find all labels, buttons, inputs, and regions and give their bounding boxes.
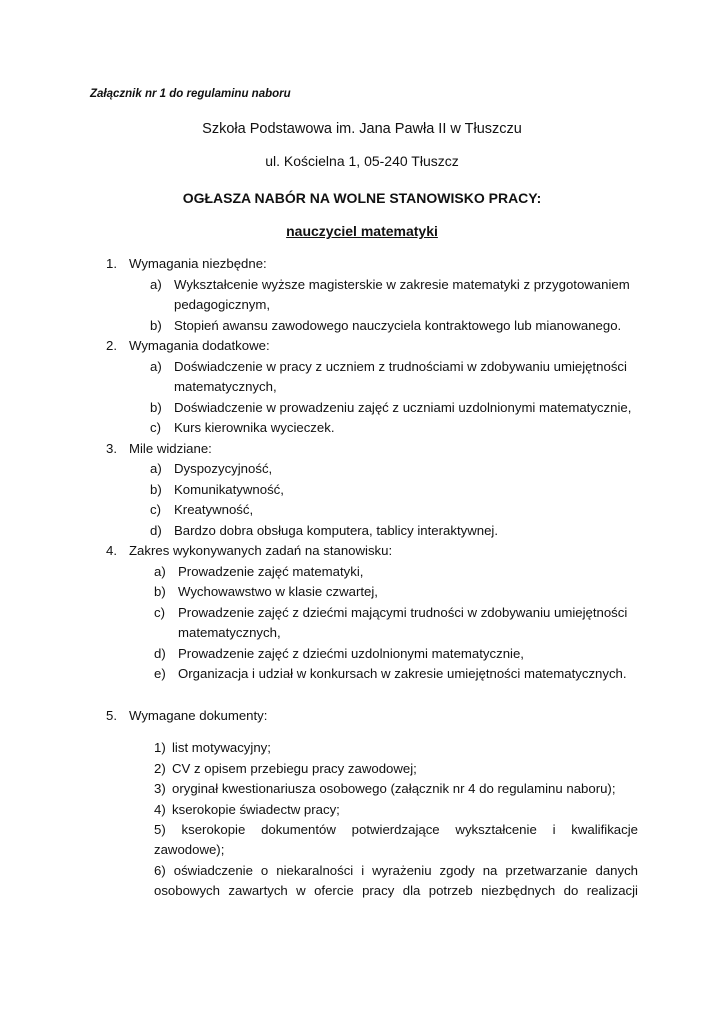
announcement-headline: OGŁASZA NABÓR NA WOLNE STANOWISKO PRACY:: [182, 190, 542, 206]
item-text: Wychowawstwo w klasie czwartej,: [178, 584, 378, 599]
item-marker: 1): [154, 740, 166, 755]
item-text: Kurs kierownika wycieczek.: [174, 420, 335, 435]
item-marker: 4): [154, 802, 166, 817]
section-number: 3.: [106, 441, 117, 456]
item-marker: 3): [154, 781, 166, 796]
item-marker: a): [154, 564, 166, 579]
item-text: oświadczenie o niekaralności i wyrażeniu zgody na przetwarzanie danych: [173, 863, 639, 878]
item-text: CV z opisem przebiegu pracy zawodowej;: [172, 761, 417, 776]
item-continuation: zawodowe);: [154, 842, 225, 857]
item-text: Organizacja i udział w konkursach w zakresie umiejętności matematycznych.: [178, 666, 627, 681]
item-marker: d): [154, 646, 166, 661]
item-marker: 2): [154, 761, 166, 776]
item-marker: a): [150, 461, 162, 476]
item-marker: b): [154, 584, 166, 599]
item-marker: b): [150, 318, 162, 333]
item-marker: e): [154, 666, 166, 681]
item-text: Dyspozycyjność,: [174, 461, 273, 476]
item-text: Stopień awansu zawodowego nauczyciela kontraktowego lub mianowanego.: [174, 318, 622, 333]
item-continuation: pedagogicznym,: [174, 297, 271, 312]
item-text: kserokopie świadectw pracy;: [172, 802, 340, 817]
item-text: list motywacyjny;: [172, 740, 271, 755]
item-marker: a): [150, 359, 162, 374]
section-title: Wymagania dodatkowe:: [129, 338, 270, 353]
item-text: Bardzo dobra obsługa komputera, tablicy interaktywnej.: [174, 523, 499, 538]
item-text: Wykształcenie wyższe magisterskie w zakresie matematyki z przygotowaniem: [174, 277, 630, 292]
item-continuation: matematycznych,: [174, 379, 277, 394]
item-continuation: osobowych zawartych w ofercie pracy dla potrzeb niezbędnych do realizacji: [154, 883, 638, 898]
item-text: Prowadzenie zajęć z dziećmi mającymi trudności w zdobywaniu umiejętności: [178, 605, 628, 620]
item-marker: c): [154, 605, 165, 620]
section-title: Wymagania niezbędne:: [129, 256, 267, 271]
item-marker: d): [150, 523, 162, 538]
item-marker: b): [150, 400, 162, 415]
item-marker: 5): [154, 822, 166, 837]
item-text: Kreatywność,: [174, 502, 254, 517]
item-marker: c): [150, 502, 161, 517]
item-marker: c): [150, 420, 161, 435]
item-marker: 6): [154, 863, 166, 878]
section-number: 5.: [106, 708, 117, 723]
item-text: Doświadczenie w prowadzeniu zajęć z uczniami uzdolnionymi matematycznie,: [174, 400, 632, 415]
document-item: [154, 821, 638, 838]
item-continuation: matematycznych,: [178, 625, 281, 640]
item-text: Prowadzenie zajęć z dziećmi uzdolnionymi matematycznie,: [178, 646, 524, 661]
item-marker: b): [150, 482, 162, 497]
item-text: Prowadzenie zajęć matematyki,: [178, 564, 364, 579]
school-address: ul. Kościelna 1, 05-240 Tłuszcz: [265, 153, 459, 169]
section-title: Wymagane dokumenty:: [129, 708, 268, 723]
document-item: [154, 862, 638, 879]
school-name: Szkoła Podstawowa im. Jana Pawła II w Tłuszczu: [202, 121, 522, 137]
section-title: Zakres wykonywanych zadań na stanowisku:: [129, 543, 393, 558]
attachment-note: Załącznik nr 1 do regulaminu naboru: [90, 88, 291, 100]
item-text: kserokopie dokumentów potwierdzające wykształcenie i kwalifikacje: [181, 822, 638, 837]
item-text: Komunikatywność,: [174, 482, 284, 497]
section-number: 2.: [106, 338, 117, 353]
position-title: nauczyciel matematyki: [286, 223, 438, 239]
item-text: oryginał kwestionariusza osobowego (załącznik nr 4 do regulaminu naboru);: [172, 781, 616, 796]
item-text: Doświadczenie w pracy z uczniem z trudnościami w zdobywaniu umiejętności: [174, 359, 627, 374]
section-number: 1.: [106, 256, 117, 271]
section-title: Mile widziane:: [129, 441, 212, 456]
item-marker: a): [150, 277, 162, 292]
section-number: 4.: [106, 543, 117, 558]
